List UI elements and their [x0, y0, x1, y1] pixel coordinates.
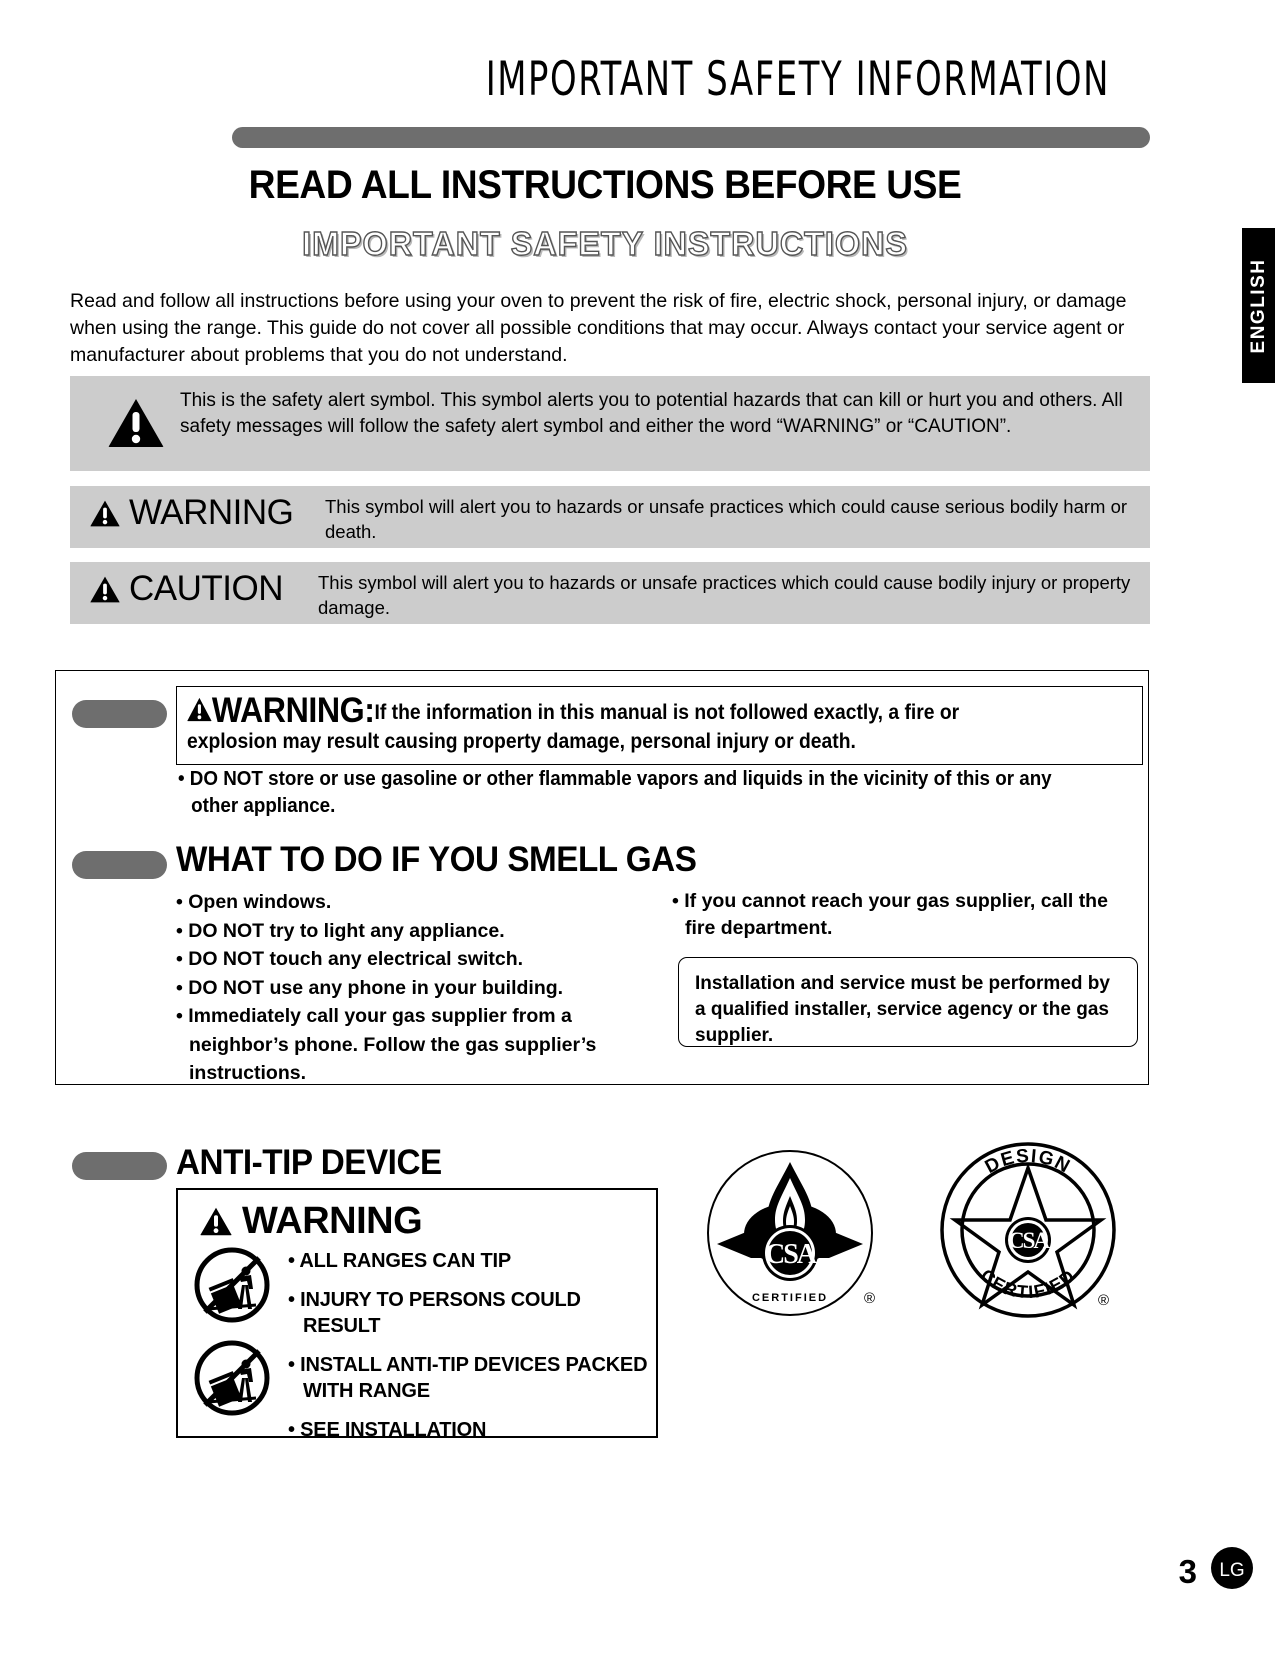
- anti-tip-warning-box: [176, 1188, 658, 1441]
- registered-trademark-mark: ®: [1098, 1292, 1110, 1309]
- qualified-installer-box: Installation and service must be performed by a qualified installer, service agency or the gas supplier.: [678, 957, 1138, 1047]
- list-item: • INSTALL ANTI-TIP DEVICES PACKED WITH RANGE: [288, 1353, 648, 1402]
- list-item-continuation: fire department.: [685, 917, 833, 939]
- svg-text:CERTIFIED: CERTIFIED: [751, 1292, 829, 1304]
- svg-text:CSA: CSA: [1007, 1228, 1049, 1253]
- page-number: 3: [1178, 1553, 1197, 1590]
- anti-tip-warning-label: WARNING: [242, 1200, 423, 1242]
- section-pill-bullet: [72, 851, 167, 879]
- svg-text:DESIGN: DESIGN: [981, 1145, 1075, 1179]
- gas-warning-first-line: [187, 691, 1056, 730]
- registered-trademark-mark: ®: [864, 1290, 876, 1307]
- list-item: • INJURY TO PERSONS COULD RESULT: [288, 1288, 581, 1337]
- anti-tip-item-list: [288, 1248, 648, 1455]
- language-tab-label: ENGLISH: [1247, 258, 1269, 353]
- list-item: • Open windows.: [176, 891, 332, 913]
- svg-text:CSA: CSA: [764, 1239, 816, 1270]
- gas-warning-bullet-line1: • DO NOT store or use gasoline or other flammable vapors and liquids in the vicinity of this or any: [178, 768, 1052, 790]
- caution-label-text: CAUTION: [129, 569, 283, 608]
- heading-important-safety-instructions: IMPORTANT SAFETY INSTRUCTIONS: [302, 225, 908, 262]
- gas-warning-bullet-line2: other appliance.: [191, 795, 336, 817]
- csa-design-certified-logo: [938, 1140, 1118, 1325]
- caution-definition-row: [70, 562, 1150, 624]
- gas-warning-box: [176, 686, 1143, 765]
- list-item: • ALL RANGES CAN TIP: [288, 1250, 512, 1272]
- gas-warning-word: WARNING:: [211, 691, 375, 730]
- smell-gas-right-list: [672, 888, 1132, 942]
- heading-read-all-instructions: READ ALL INSTRUCTIONS BEFORE USE: [248, 163, 962, 207]
- smell-gas-heading: WHAT TO DO IF YOU SMELL GAS: [176, 840, 697, 879]
- svg-text:CERTIFIED: CERTIFIED: [976, 1265, 1080, 1303]
- lg-brand-logo: [1209, 1545, 1255, 1591]
- title-divider-bar: [232, 127, 1150, 148]
- warning-triangle-icon: [200, 1207, 232, 1236]
- intro-paragraph: Read and follow all instructions before using your oven to prevent the risk of fire, electric shock, personal injury, or damage when using the range. This guide do not cover all possible conditions that may occur. Always contact your service agent or manufacturer about problems that you do not understand.: [70, 290, 1127, 366]
- list-item: • DO NOT use any phone in your building.: [176, 976, 564, 999]
- gas-warning-bullet: [178, 766, 1085, 820]
- caution-row-label-group: [90, 569, 283, 609]
- warning-triangle-icon: [187, 695, 212, 724]
- anti-tip-warning-label-group: [200, 1200, 422, 1243]
- list-item: • DO NOT try to light any appliance.: [176, 919, 505, 942]
- warning-triangle-icon: [108, 398, 164, 448]
- warning-definition-text: This symbol will alert you to hazards or unsafe practices which could cause serious bodily harm or death.: [325, 496, 1128, 542]
- section-pill-bullet: [72, 700, 167, 728]
- list-item: • If you cannot reach your gas supplier, call the: [672, 890, 1108, 912]
- gas-warning-body-line2: explosion may result causing property damage, personal injury or death.: [187, 730, 856, 753]
- list-item-continuation: neighbor’s phone. Follow the gas supplier’s: [189, 1033, 597, 1056]
- gas-warning-body-line1: If the information in this manual is not followed exactly, a fire or: [374, 701, 960, 724]
- smell-gas-bullet-list: [176, 888, 626, 1088]
- warning-label-text: WARNING: [129, 493, 294, 532]
- range-tipping-prohibited-icon: [192, 1338, 272, 1423]
- csa-flame-certified-logo: [705, 1148, 875, 1323]
- svg-text:LG: LG: [1219, 1560, 1245, 1581]
- section-pill-bullet: [72, 1152, 167, 1180]
- list-item: • SEE INSTALLATION: [288, 1418, 487, 1441]
- range-tipping-prohibited-icon: [192, 1245, 272, 1330]
- list-item: • DO NOT touch any electrical switch.: [176, 948, 524, 970]
- warning-triangle-icon: [90, 500, 120, 527]
- safety-alert-symbol-text: This is the safety alert symbol. This symbol alerts you to potential hazards that can kill or hurt you and others. All safety messages will follow the safety alert symbol and either the word “WARNING” or “CAUTION”.: [180, 390, 1123, 437]
- smell-gas-left-list: [176, 888, 626, 1088]
- caution-definition-text: This symbol will alert you to hazards or unsafe practices which could cause bodily injury or property damage.: [318, 572, 1131, 618]
- safety-alert-symbol-box: [70, 376, 1150, 471]
- warning-definition-row: [70, 486, 1150, 548]
- anti-tip-heading: ANTI-TIP DEVICE: [176, 1143, 442, 1182]
- page-title: IMPORTANT SAFETY INFORMATION: [485, 52, 1110, 107]
- warning-triangle-icon: [90, 576, 120, 603]
- list-item-continuation: instructions.: [189, 1062, 307, 1084]
- warning-row-label-group: [90, 493, 293, 533]
- list-item: • Immediately call your gas supplier from a: [176, 1005, 572, 1027]
- language-tab-english: [1242, 228, 1275, 383]
